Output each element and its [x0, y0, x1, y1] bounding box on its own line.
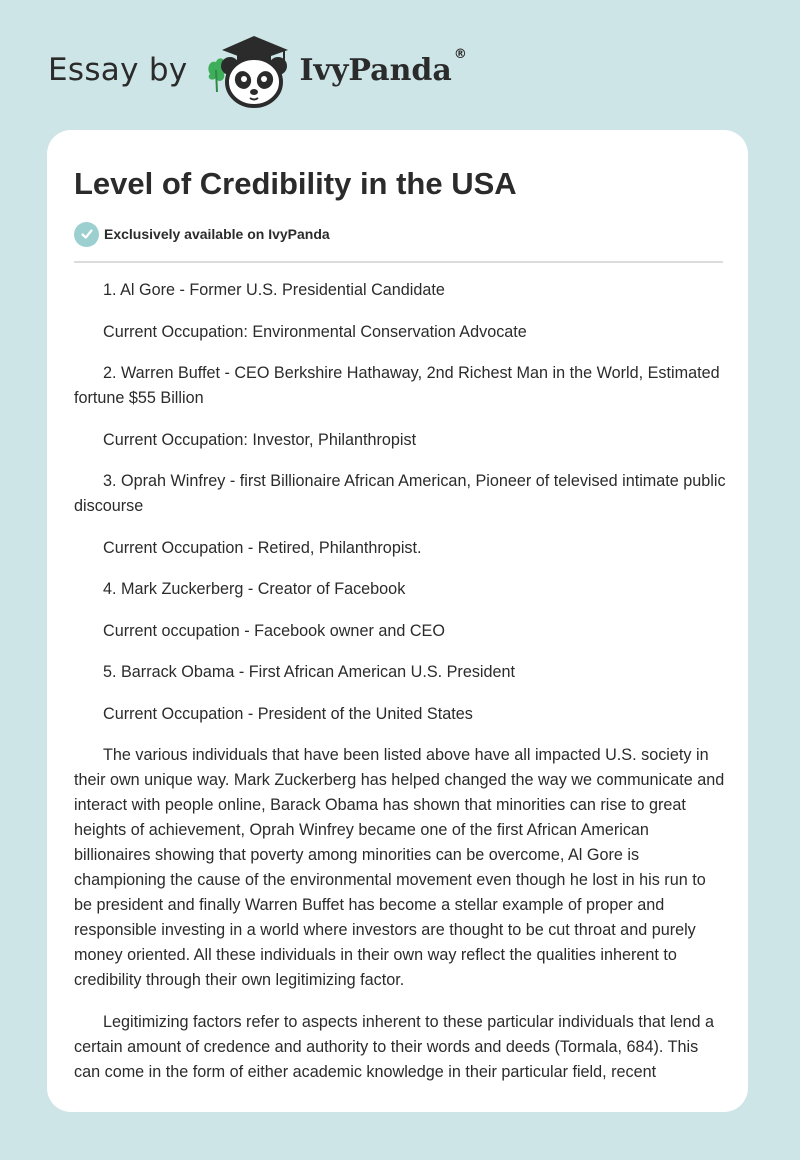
paragraph: Current Occupation: Environmental Conservation Advocate: [103, 322, 527, 341]
brand-name[interactable]: IvyPanda ®: [299, 46, 467, 88]
paragraph: The various individuals that have been listed above have all impacted U.S. society in their own unique way. Mark Zuckerberg has helped changed the way we communicate and interact with people online, Barack Obama has shown that minorities can rise to great heights of achievement, Oprah Winfrey became one of the first African American billionaires showing that poverty among minorities can be overcome, Al Gore is championing the cause of the environmental movement even though he lost in his run to be president and finally Warren Buffet has become a stellar example of proper and responsible investing in a world where investors are thought to be cut throat and purely money oriented. All these individuals in their own way reflect the qualities inherent to credibility through their own legitimizing factor.: [74, 746, 725, 989]
check-icon: [74, 222, 99, 247]
exclusive-badge-text: Exclusively available on IvyPanda: [104, 226, 330, 242]
site-header: [48, 30, 467, 110]
article-body: [74, 278, 726, 1101]
paragraph: Current Occupation - President of the United States: [103, 704, 473, 723]
exclusive-badge: [74, 221, 330, 247]
panda-graduate-logo-icon[interactable]: [204, 30, 300, 110]
article-card: [47, 130, 748, 1112]
paragraph: Current Occupation: Investor, Philanthropist: [103, 430, 417, 449]
brand-prefix: Essay by: [48, 52, 188, 88]
paragraph: 2. Warren Buffet - CEO Berkshire Hathaway, 2nd Richest Man in the World, Estimated fortune $55 Billion: [74, 364, 720, 407]
registered-mark: ®: [453, 46, 467, 62]
paragraph: 4. Mark Zuckerberg - Creator of Facebook: [103, 580, 406, 598]
page-title: Level of Credibility in the USA: [74, 166, 517, 201]
paragraph: Current Occupation - Retired, Philanthropist.: [103, 538, 422, 557]
paragraph: 3. Oprah Winfrey - first Billionaire African American, Pioneer of televised intimate public discourse: [74, 472, 726, 515]
paragraph: Current occupation - Facebook owner and CEO: [103, 621, 445, 640]
divider: [74, 261, 723, 263]
paragraph: 5. Barrack Obama - First African American U.S. President: [103, 663, 516, 681]
paragraph: Legitimizing factors refer to aspects inherent to these particular individuals that lend a certain amount of credence and authority to their words and deeds (Tormala, 684). This can come in the form of either academic knowledge in their particular field, recent: [74, 1012, 714, 1081]
paragraph: 1. Al Gore - Former U.S. Presidential Candidate: [103, 281, 445, 299]
